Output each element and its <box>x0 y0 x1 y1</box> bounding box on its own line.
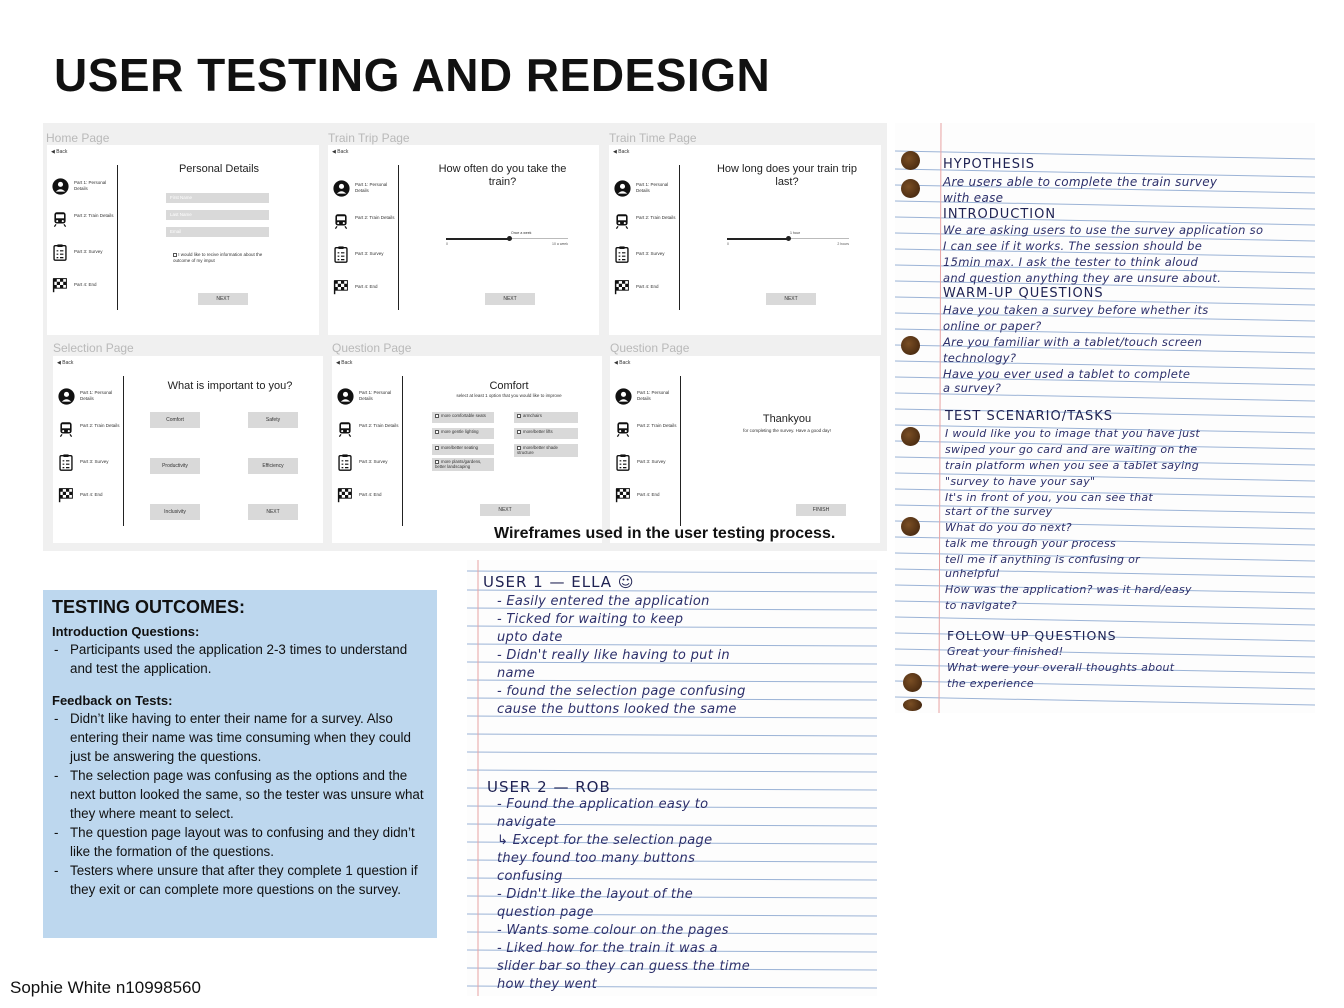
note-line: talk me through your process <box>945 537 1117 550</box>
checkered-flag-icon <box>51 276 69 294</box>
list-item: - The selection page was confusing as the options and the next button looked the same, so the tester was unsure what they where meant to select. <box>52 766 428 823</box>
note-line: - Ticked for waiting to keep <box>497 612 684 627</box>
option-inclusivity-button[interactable]: Inclusivity <box>150 504 200 520</box>
last-name-input[interactable]: Last Name <box>166 210 269 220</box>
back-label: Back <box>341 360 353 366</box>
user1-heading: USER 1 — ELLA ☺ <box>483 573 635 591</box>
comfort-option[interactable] <box>432 458 494 471</box>
page-title: USER TESTING AND REDESIGN <box>54 49 771 101</box>
next-button[interactable]: NEXT <box>485 293 535 305</box>
note-line: Have you ever used a tablet to complete <box>943 367 1191 381</box>
step-end[interactable] <box>57 486 121 506</box>
step-label: Part 4: End <box>74 282 97 287</box>
list-item: - Participants used the application 2-3 times to understand and test the application. <box>52 640 428 678</box>
step-survey[interactable] <box>613 245 677 265</box>
note-line: It's in front of you, you can see that <box>945 491 1154 504</box>
intro-questions-heading: Introduction Questions: <box>52 624 200 639</box>
sidebar-divider <box>398 165 399 310</box>
note-line: swiped your go card and are waiting on the <box>945 443 1198 456</box>
back-label: Back <box>62 360 74 366</box>
list-item: - Didn’t like having to enter their name for a survey. Also entering their name was time consuming when they could just be answering the questions. <box>52 709 428 766</box>
step-train-details[interactable] <box>57 420 121 440</box>
step-train-details[interactable] <box>336 420 400 440</box>
list-item: - The question page layout was to confusing and they didn’t like the formation of the questions. <box>52 823 428 861</box>
train-icon <box>614 420 632 438</box>
next-button[interactable]: NEXT <box>248 504 298 520</box>
back-link[interactable]: ◀ Back <box>51 149 68 155</box>
slider-fill <box>727 238 788 240</box>
checkbox-label: I would like to recive information about the outcome of my imput <box>173 252 263 263</box>
clipboard-icon <box>57 453 75 471</box>
step-label: Part 3: Survey <box>80 459 109 464</box>
slider-knob[interactable] <box>786 236 791 241</box>
list-item: - Testers where unsure that after they complete 1 question if they exit or can complete more questions on the survey. <box>52 861 428 899</box>
wireframe-heading: How long does your train trip last? <box>716 163 857 188</box>
option-label: more gentle lighting <box>441 429 479 435</box>
back-link[interactable]: ◀ Back <box>614 360 631 366</box>
note-line: How was the application? was it hard/easy <box>945 583 1192 596</box>
step-label: Part 3: Survey <box>74 249 103 254</box>
option-checkbox[interactable] <box>435 430 439 434</box>
binder-hole <box>901 517 920 536</box>
wireframes-board <box>43 123 887 551</box>
step-label: Part 4: End <box>355 284 378 289</box>
intro-list <box>52 640 428 678</box>
note-line: - Liked how for the train it was a <box>497 941 718 956</box>
comfort-option[interactable] <box>432 428 494 439</box>
note-line: - Found the application easy to <box>497 797 709 812</box>
step-label: Part 1: Personal Details <box>359 390 392 401</box>
checkered-flag-icon <box>614 486 632 504</box>
outcomes-title: TESTING OUTCOMES: <box>52 597 245 617</box>
train-icon <box>613 212 631 230</box>
slider-fill <box>446 238 509 240</box>
slider-max-label: 2 hours <box>837 242 849 246</box>
wireframe-subheading: select at least 1 option that you would like to improve <box>456 393 562 398</box>
step-label: Part 2: Train Details <box>637 423 677 428</box>
comfort-option[interactable] <box>432 412 494 423</box>
step-end[interactable] <box>613 278 677 298</box>
sidebar-divider <box>680 376 681 526</box>
user2-heading: USER 2 — ROB <box>487 778 611 796</box>
note-line: online or paper? <box>943 319 1042 333</box>
wireframe-label-train-trip: Train Trip Page <box>328 131 410 145</box>
back-link[interactable]: ◀ Back <box>336 360 353 366</box>
note-line: to navigate? <box>945 599 1018 612</box>
sidebar-divider <box>117 165 118 310</box>
note-line: cause the buttons looked the same <box>497 702 737 717</box>
note-line: What were your overall thoughts about <box>947 661 1175 674</box>
author-name: Sophie White n10998560 <box>10 978 201 997</box>
option-label: more plants/gardens, better landscaping <box>435 459 482 469</box>
person-icon <box>336 387 354 405</box>
option-label: more/better shade structure <box>517 445 558 455</box>
step-label: Part 4: End <box>359 492 382 497</box>
step-train-details[interactable] <box>332 212 396 232</box>
person-icon <box>613 179 631 197</box>
train-icon <box>57 420 75 438</box>
comfort-option[interactable] <box>514 428 578 439</box>
binder-hole <box>901 179 920 198</box>
person-icon <box>51 177 69 195</box>
step-train-details[interactable] <box>613 212 677 232</box>
wireframe-heading: How often do you take the train? <box>438 163 567 188</box>
warmup-heading: WARM-UP QUESTIONS <box>943 286 1104 301</box>
clipboard-icon <box>614 453 632 471</box>
option-label: more/better seating <box>441 445 479 451</box>
step-label: Part 2: Train Details <box>359 423 399 428</box>
step-personal-details[interactable] <box>57 387 121 407</box>
step-label: Part 3: Survey <box>355 251 384 256</box>
back-label: Back <box>56 149 68 155</box>
step-personal-details[interactable] <box>614 387 678 407</box>
note-line: Are users able to complete the train survey <box>943 175 1218 189</box>
checkered-flag-icon <box>57 486 75 504</box>
option-label: more comfortable seats <box>441 413 486 419</box>
note-line: - Didn't really like having to put in <box>497 648 730 663</box>
step-label: Part 2: Train Details <box>636 215 676 220</box>
step-end[interactable] <box>614 486 678 506</box>
note-line: What do you do next? <box>945 521 1072 534</box>
step-label: Part 1: Personal Details <box>636 182 669 193</box>
hypothesis-heading: HYPOTHESIS <box>943 157 1036 172</box>
step-label: Part 1: Personal Details <box>355 182 388 193</box>
feedback-heading: Feedback on Tests: <box>52 693 173 708</box>
note-line: start of the survey <box>945 505 1053 518</box>
introduction-heading: INTRODUCTION <box>943 207 1057 222</box>
option-checkbox[interactable] <box>517 430 521 434</box>
step-train-details[interactable] <box>614 420 678 440</box>
person-icon <box>332 179 350 197</box>
note-line: Have you taken a survey before whether its <box>943 303 1209 317</box>
comfort-option[interactable] <box>514 444 578 457</box>
step-label: Part 2: Train Details <box>74 213 114 218</box>
next-button[interactable]: NEXT <box>766 293 816 305</box>
clipboard-icon <box>613 245 631 263</box>
step-survey[interactable] <box>336 453 400 473</box>
followup-heading: FOLLOW UP QUESTIONS <box>947 628 1117 643</box>
step-train-details[interactable] <box>51 210 115 230</box>
slider-value-label: Once a week <box>511 231 532 235</box>
slider-min-label: 0 <box>727 242 729 246</box>
wireframe-heading: Thankyou <box>762 413 812 425</box>
comfort-option[interactable] <box>432 444 494 455</box>
frequency-slider[interactable] <box>446 231 568 246</box>
step-survey[interactable] <box>57 453 121 473</box>
duration-slider[interactable] <box>727 231 849 246</box>
note-line: and question anything they are unsure about. <box>943 271 1222 285</box>
note-line: confusing <box>497 869 563 884</box>
note-line: ↳ Except for the selection page <box>497 833 713 848</box>
train-icon <box>51 210 69 228</box>
slider-value-label: 1 hour <box>790 231 800 235</box>
sidebar-divider <box>402 376 403 526</box>
step-label: Part 4: End <box>637 492 660 497</box>
wireframe-label-selection: Selection Page <box>53 341 134 355</box>
option-label: more/better lifts <box>523 429 553 435</box>
option-comfort-button[interactable]: Comfort <box>150 412 200 428</box>
wireframe-train-time <box>609 145 881 335</box>
option-checkbox[interactable] <box>435 446 439 450</box>
option-checkbox[interactable] <box>517 414 521 418</box>
note-line: slider bar so they can guess the time <box>497 959 751 974</box>
step-label: Part 4: End <box>80 492 103 497</box>
note-line: how they went <box>497 977 597 992</box>
step-label: Part 2: Train Details <box>80 423 120 428</box>
note-line: I can see if it works. The session should be <box>943 239 1203 253</box>
note-line: train platform when you see a tablet saying <box>945 459 1200 472</box>
step-end[interactable] <box>336 486 400 506</box>
step-label: Part 3: Survey <box>637 459 666 464</box>
updates-checkbox[interactable] <box>173 252 273 263</box>
clipboard-icon <box>332 245 350 263</box>
wireframe-thankyou <box>610 356 880 543</box>
note-line: they found too many buttons <box>497 851 696 866</box>
step-survey[interactable] <box>51 243 115 263</box>
train-icon <box>336 420 354 438</box>
sidebar-divider <box>679 165 680 310</box>
binder-hole <box>903 673 922 692</box>
note-line: "survey to have your say" <box>945 475 1096 488</box>
binder-hole <box>903 699 922 711</box>
first-name-input[interactable]: First Name <box>166 193 269 203</box>
slider-min-label: 0 <box>446 242 448 246</box>
step-label: Part 2: Train Details <box>355 215 395 220</box>
wireframe-heading: Personal Details <box>178 163 260 175</box>
person-icon <box>614 387 632 405</box>
finish-button[interactable]: FINISH <box>796 504 846 516</box>
back-label: Back <box>619 360 631 366</box>
next-button[interactable]: NEXT <box>480 504 530 516</box>
option-efficiency-button[interactable]: Efficiency <box>248 458 298 474</box>
comfort-option[interactable] <box>514 412 578 423</box>
note-line: Great your finished! <box>947 645 1064 658</box>
wireframe-label-train-time: Train Time Page <box>609 131 697 145</box>
note-line: tell me if anything is confusing or <box>945 553 1140 566</box>
note-line: with ease <box>943 191 1004 205</box>
note-line: unhelpful <box>945 567 1000 580</box>
wireframe-subheading: for completing the survey. Have a good day! <box>743 428 831 433</box>
note-line: technology? <box>943 351 1017 365</box>
option-safety-button[interactable]: Safety <box>248 412 298 428</box>
note-line: - found the selection page confusing <box>497 684 746 699</box>
step-personal-details[interactable] <box>336 387 400 407</box>
back-label: Back <box>618 149 630 155</box>
wireframe-heading: Comfort <box>489 380 529 392</box>
step-end[interactable] <box>332 278 396 298</box>
wireframe-question <box>332 356 602 543</box>
option-checkbox[interactable] <box>435 414 439 418</box>
note-line: navigate <box>497 815 557 830</box>
step-survey[interactable] <box>332 245 396 265</box>
wireframe-selection <box>53 356 323 543</box>
note-line: question page <box>497 905 594 920</box>
step-end[interactable] <box>51 276 115 296</box>
sidebar-divider <box>123 376 124 526</box>
step-label: Part 4: End <box>636 284 659 289</box>
binder-hole <box>901 151 920 170</box>
back-link[interactable]: ◀ Back <box>613 149 630 155</box>
back-label: Back <box>337 149 349 155</box>
checkbox-box[interactable] <box>173 253 177 257</box>
checkered-flag-icon <box>613 278 631 296</box>
step-label: Part 1: Personal Details <box>637 390 670 401</box>
testing-outcomes-panel <box>43 590 437 938</box>
slider-knob[interactable] <box>507 236 512 241</box>
clipboard-icon <box>336 453 354 471</box>
note-line: - Easily entered the application <box>497 594 710 609</box>
feedback-list <box>52 709 428 899</box>
step-label: Part 1: Personal Details <box>74 180 107 191</box>
step-personal-details[interactable] <box>613 179 677 199</box>
email-input[interactable]: Email <box>166 227 269 237</box>
test-plan-notes-image <box>895 123 1315 713</box>
note-line: - Didn't like the layout of the <box>497 887 694 902</box>
option-label: armchairs <box>523 413 542 419</box>
note-line: 15min max. I ask the tester to think aloud <box>943 255 1199 269</box>
back-link[interactable]: ◀ Back <box>332 149 349 155</box>
checkered-flag-icon <box>332 278 350 296</box>
train-icon <box>332 212 350 230</box>
wireframe-label-home: Home Page <box>46 131 110 145</box>
wireframe-label-question: Question Page <box>332 341 412 355</box>
wireframe-heading: What is important to you? <box>167 380 293 392</box>
step-personal-details[interactable] <box>332 179 396 199</box>
clipboard-icon <box>51 243 69 261</box>
slider-max-label: 10 a week <box>552 242 568 246</box>
note-line: We are asking users to use the survey application so <box>943 223 1264 237</box>
step-label: Part 1: Personal Details <box>80 390 113 401</box>
option-productivity-button[interactable]: Productivity <box>150 458 200 474</box>
step-personal-details[interactable] <box>51 177 115 197</box>
step-label: Part 3: Survey <box>359 459 388 464</box>
test-scenario-heading: TEST SCENARIO/TASKS <box>945 409 1113 424</box>
wireframes-caption: Wireframes used in the user testing process. <box>494 525 836 542</box>
binder-hole <box>901 336 920 355</box>
wireframe-label-thankyou: Question Page <box>610 341 690 355</box>
person-icon <box>57 387 75 405</box>
step-label: Part 3: Survey <box>636 251 665 256</box>
user-notes-image <box>467 560 877 996</box>
note-line: I would like you to image that you have just <box>945 427 1201 440</box>
back-link[interactable]: ◀ Back <box>57 360 74 366</box>
checkered-flag-icon <box>336 486 354 504</box>
note-line: name <box>497 666 536 681</box>
wireframe-home <box>47 145 319 335</box>
wireframe-train-trip <box>328 145 599 335</box>
note-line: the experience <box>947 677 1034 690</box>
note-line: upto date <box>497 630 563 645</box>
note-line: a survey? <box>943 381 1002 395</box>
note-line: Are you familiar with a tablet/touch screen <box>943 335 1203 349</box>
note-line: - Wants some colour on the pages <box>497 923 729 938</box>
step-survey[interactable] <box>614 453 678 473</box>
next-button[interactable]: NEXT <box>198 293 248 305</box>
binder-hole <box>901 427 920 446</box>
